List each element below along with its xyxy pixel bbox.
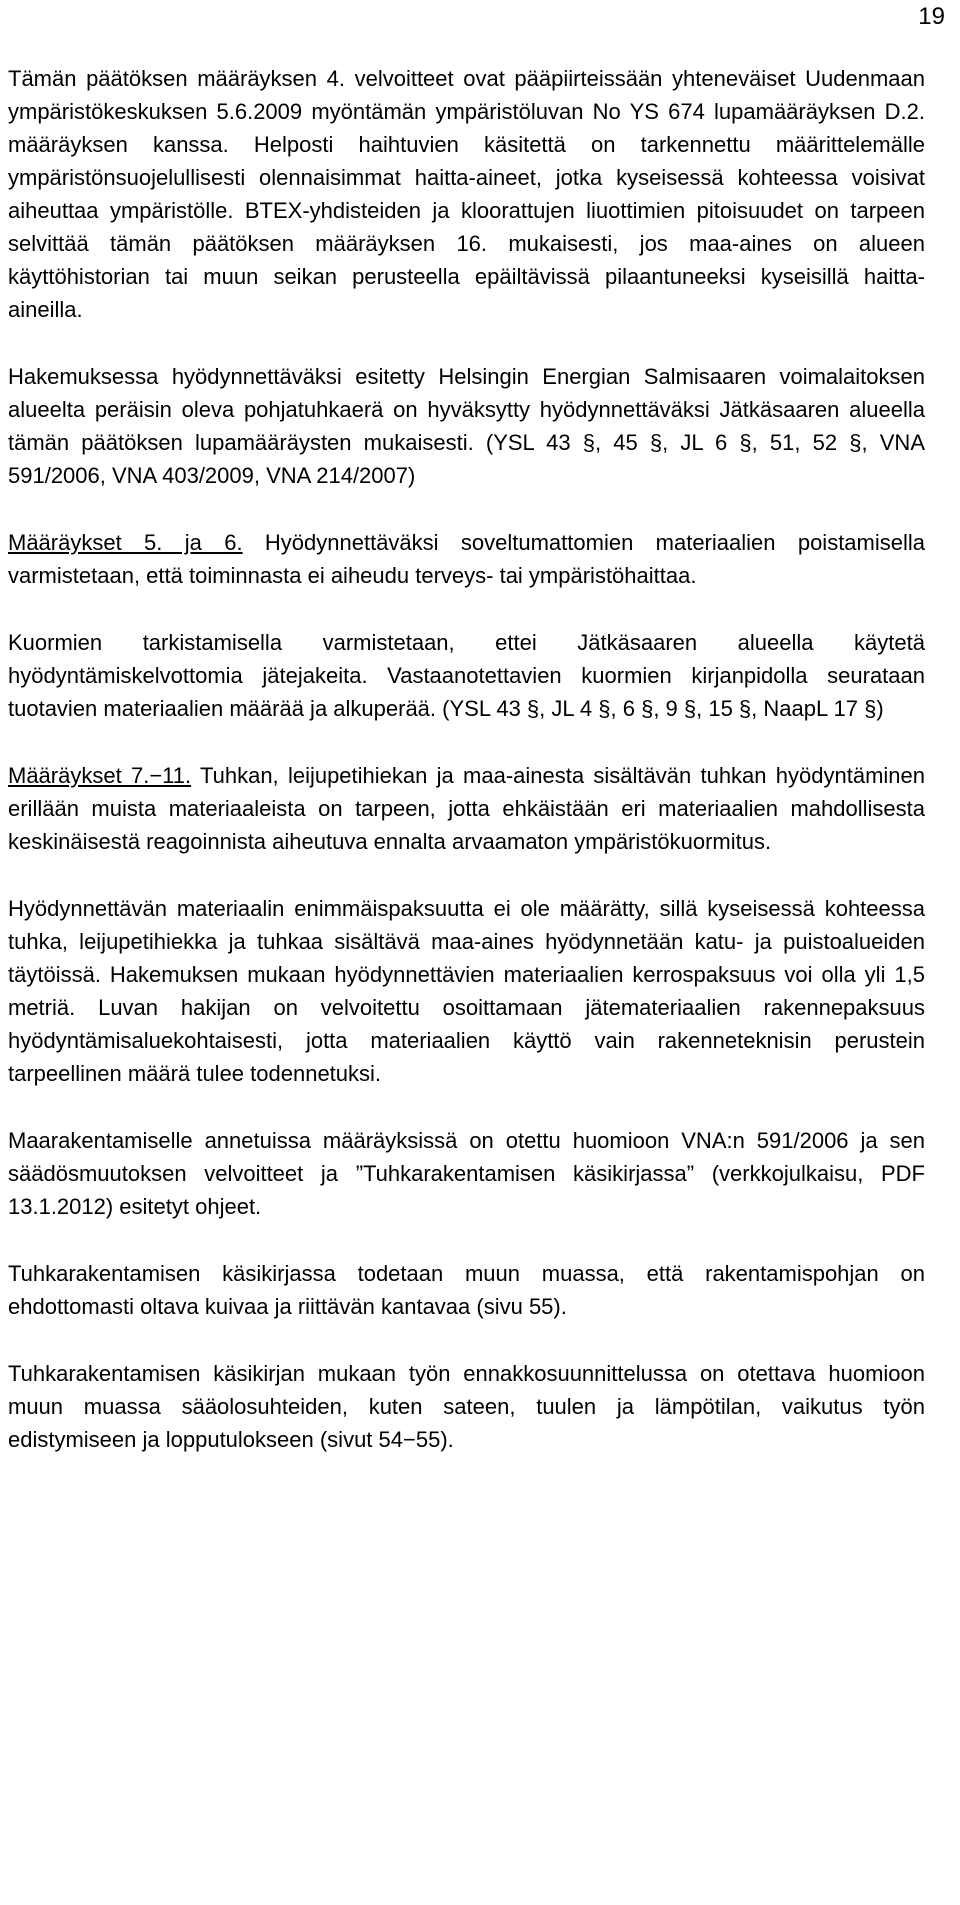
paragraph-regulations-5-6	[8, 526, 925, 592]
section-heading-regulations-5-6: Määräykset 5. ja 6.	[8, 530, 243, 555]
paragraph-regulations-7-11	[8, 759, 925, 858]
paragraph-weather-conditions: Tuhkarakentamisen käsikirjan mukaan työn ennakkosuunnittelussa on otettava huomioon muun muassa sääolosuhteiden, kuten sateen, tuulen ja lämpötilan, vaikutus työn edistymiseen ja lopputulokseen (sivut 54−55).	[8, 1361, 925, 1452]
page-number: 19	[918, 3, 945, 30]
paragraph-regulation-4-rationale: Tämän päätöksen määräyksen 4. velvoitteet ovat pääpiirteissään yhteneväiset Uudenmaan ympäristökeskuksen 5.6.2009 myöntämän ympäristöluvan No YS 674 lupamääräyksen D.2. määräyksen kanssa. Helposti haihtuvien käsitettä on tarkennettu määrittelemälle ympäristönsuojelullisesti olennaisimmat haitta-aineet, jotka kyseisessä kohteessa voisivat aiheuttaa ympäristölle. BTEX-yhdisteiden ja kloorattujen liuottimien pitoisuudet on tarpeen selvittää tämän päätöksen määräyksen 16. mukaisesti, jos maa-aines on alueen käyttöhistorian tai muun seikan perusteella epäiltävissä pilaantuneeksi kyseisillä haitta-aineilla.	[8, 66, 925, 322]
paragraph-bottom-ash-approval: Hakemuksessa hyödynnettäväksi esitetty Helsingin Energian Salmisaaren voimalaitoksen alueelta peräisin oleva pohjatuhkaerä on hyväksytty hyödynnettäväksi Jätkäsaaren alueella tämän päätöksen lupamääräysten mukaisesti. (YSL 43 §, 45 §, JL 6 §, 51, 52 §, VNA 591/2006, VNA 403/2009, VNA 214/2007)	[8, 364, 925, 488]
paragraph-text: Tuhkan, leijupetihiekan ja maa-ainesta sisältävän tuhkan hyödyntäminen erillään muista materiaaleista on tarpeen, jotta ehkäistään eri materiaalien mahdollisesta keskinäisestä reagoinnista aiheutuva ennalta arvaamaton ympäristökuormitus.	[8, 763, 925, 854]
paragraph-earthworks-regulations: Maarakentamiselle annetuissa määräyksissä on otettu huomioon VNA:n 591/2006 ja sen säädösmuutoksen velvoitteet ja ”Tuhkarakentamisen käsikirjassa” (verkkojulkaisu, PDF 13.1.2012) esitetyt ohjeet.	[8, 1128, 925, 1219]
document-body	[8, 62, 925, 1456]
paragraph-load-inspection: Kuormien tarkistamisella varmistetaan, ettei Jätkäsaaren alueella käytetä hyödyntämiskelvottomia jätejakeita. Vastaanotettavien kuormien kirjanpidolla seurataan tuotavien materiaalien määrää ja alkuperää. (YSL 43 §, JL 4 §, 6 §, 9 §, 15 §, NaapL 17 §)	[8, 630, 925, 721]
paragraph-layer-thickness: Hyödynnettävän materiaalin enimmäispaksuutta ei ole määrätty, sillä kyseisessä kohteessa tuhka, leijupetihiekka ja tuhkaa sisältävä maa-aines hyödynnetään katu- ja puistoalueiden täytöissä. Hakemuksen mukaan hyödynnettävien materiaalien kerrospaksuus voi olla yli 1,5 metriä. Luvan hakijan on velvoitettu osoittamaan jätemateriaalien rakennepaksuus hyödyntämisaluekohtaisesti, jotta materiaalien käyttö vain rakenneteknisin perustein tarpeellinen määrä tulee todennetuksi.	[8, 896, 925, 1086]
section-heading-regulations-7-11: Määräykset 7.−11.	[8, 763, 192, 788]
paragraph-construction-base: Tuhkarakentamisen käsikirjassa todetaan muun muassa, että rakentamispohjan on ehdottomasti oltava kuivaa ja riittävän kantavaa (sivu 55).	[8, 1261, 925, 1319]
paragraph-text: Hyödynnettäväksi soveltumattomien materiaalien poistamisella varmistetaan, että toiminnasta ei aiheudu terveys- tai ympäristöhaittaa.	[8, 530, 925, 588]
